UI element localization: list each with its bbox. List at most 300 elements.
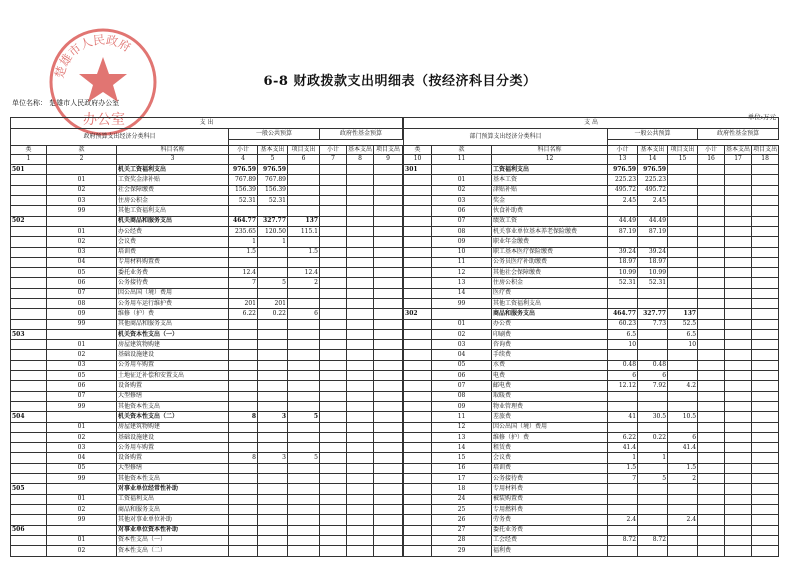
amount-cell [229, 535, 258, 545]
amount-cell [320, 381, 347, 391]
item-code: 26 [432, 515, 492, 525]
amount-cell [347, 412, 374, 422]
amount-cell [229, 206, 258, 216]
amount-cell: 52.31 [608, 278, 638, 288]
amount-cell [347, 237, 374, 247]
amount-cell [347, 391, 374, 401]
category-code [404, 401, 432, 411]
category-code [11, 206, 47, 216]
amount-cell [725, 535, 752, 545]
amount-cell [698, 474, 725, 484]
amount-cell: 115.1 [288, 226, 320, 236]
amount-cell [374, 474, 403, 484]
item-name: 津贴补贴 [492, 185, 608, 195]
amount-cell [698, 278, 725, 288]
amount-cell [288, 422, 320, 432]
amount-cell: 87.19 [638, 226, 668, 236]
category-code [404, 525, 432, 535]
amount-cell [374, 401, 403, 411]
category-code [404, 371, 432, 381]
amount-cell [347, 226, 374, 236]
amount-cell [608, 484, 638, 494]
col-header: 项目支出 [668, 146, 698, 155]
amount-cell: 5 [288, 453, 320, 463]
item-name: 土地征迁补偿和安置支出 [117, 371, 229, 381]
item-code: 02 [47, 237, 117, 247]
amount-cell [668, 175, 698, 185]
amount-cell [258, 288, 288, 298]
amount-cell [347, 288, 374, 298]
item-name: 商品和服务支出 [117, 504, 229, 514]
amount-cell [288, 381, 320, 391]
item-code: 99 [47, 319, 117, 329]
amount-cell [288, 401, 320, 411]
amount-cell: 976.59 [229, 165, 258, 175]
item-code: 08 [432, 226, 492, 236]
table-row [404, 463, 779, 473]
amount-cell [258, 247, 288, 257]
col-header: 项目支出 [753, 146, 778, 154]
amount-cell [347, 309, 374, 319]
category-code [404, 268, 432, 278]
amount-cell [698, 432, 725, 442]
amount-cell [347, 247, 374, 257]
amount-cell [258, 319, 288, 329]
item-name: 设备购置 [117, 381, 229, 391]
amount-cell: 156.39 [258, 185, 288, 195]
item-code: 29 [432, 546, 492, 557]
amount-cell [668, 299, 698, 309]
amount-cell [638, 525, 668, 535]
amount-cell [320, 453, 347, 463]
item-name: 奖金 [492, 196, 608, 206]
category-code [11, 268, 47, 278]
amount-cell [668, 257, 698, 267]
table-row [404, 494, 779, 504]
amount-cell [608, 237, 638, 247]
item-code: 02 [47, 432, 117, 442]
item-name: 资本性支出（二） [117, 546, 229, 557]
amount-cell [638, 494, 668, 504]
amount-cell [258, 340, 288, 350]
table-row [404, 453, 779, 463]
item-code: 03 [47, 196, 117, 206]
unit-name-label: 单位名称： 楚雄市人民政府办公室 [12, 99, 120, 107]
category-code [11, 350, 47, 360]
category-code [11, 309, 47, 319]
table-row [11, 237, 403, 247]
amount-cell [288, 175, 320, 185]
amount-cell: 6 [638, 371, 668, 381]
category-code [11, 247, 47, 257]
item-name: 伙食补助费 [492, 206, 608, 216]
amount-cell [288, 165, 320, 175]
amount-cell [258, 381, 288, 391]
amount-cell [374, 360, 403, 370]
amount-cell: 2.4 [668, 515, 698, 525]
left-expend-header: 支 出 [11, 118, 403, 129]
column-number: 6 [288, 154, 320, 164]
item-name: 大型修缮 [117, 391, 229, 401]
item-name: 会议费 [492, 453, 608, 463]
amount-cell [347, 299, 374, 309]
amount-cell [608, 350, 638, 360]
table-row [404, 329, 779, 339]
amount-cell [608, 299, 638, 309]
amount-cell [698, 196, 725, 206]
amount-cell [288, 257, 320, 267]
svg-text:楚雄市人民政府: 楚雄市人民政府 [52, 32, 134, 80]
category-code [404, 474, 432, 484]
amount-cell [752, 391, 779, 401]
amount-cell [752, 494, 779, 504]
item-code: 02 [47, 185, 117, 195]
amount-cell [320, 268, 347, 278]
item-code: 03 [432, 340, 492, 350]
table-row [11, 494, 403, 504]
col-header: 款 [47, 146, 117, 155]
amount-cell [229, 515, 258, 525]
col-header: 基本支出 [348, 146, 373, 154]
table-row [11, 299, 403, 309]
category-code: 505 [11, 484, 47, 494]
amount-cell [374, 237, 403, 247]
amount-cell [320, 463, 347, 473]
category-code: 502 [11, 216, 47, 226]
amount-cell: 1.5 [668, 463, 698, 473]
amount-cell [698, 535, 725, 545]
amount-cell [752, 453, 779, 463]
amount-cell [752, 504, 779, 514]
category-code [404, 422, 432, 432]
amount-cell [374, 165, 403, 175]
item-code: 24 [432, 494, 492, 504]
expenditure-tables [10, 117, 777, 557]
amount-cell: 225.23 [608, 175, 638, 185]
amount-cell: 7 [608, 474, 638, 484]
amount-cell [752, 422, 779, 432]
amount-cell [320, 216, 347, 226]
amount-cell: 8 [229, 453, 258, 463]
item-name: 培训费 [492, 463, 608, 473]
item-code: 99 [47, 401, 117, 411]
amount-cell [347, 453, 374, 463]
table-row [404, 247, 779, 257]
amount-cell [320, 484, 347, 494]
amount-cell [320, 319, 347, 329]
item-name: 租赁费 [492, 443, 608, 453]
amount-cell [229, 391, 258, 401]
item-code: 02 [47, 350, 117, 360]
amount-cell [288, 474, 320, 484]
amount-cell [374, 340, 403, 350]
amount-cell [288, 535, 320, 545]
amount-cell [347, 546, 374, 557]
category-code [11, 257, 47, 267]
amount-cell [374, 515, 403, 525]
table-row [404, 165, 779, 175]
amount-cell [698, 350, 725, 360]
item-name: 住房公积金 [117, 196, 229, 206]
table-row [404, 401, 779, 411]
amount-cell: 12.12 [608, 381, 638, 391]
table-row [11, 216, 403, 226]
table-row [404, 319, 779, 329]
table-row [404, 391, 779, 401]
amount-cell [725, 463, 752, 473]
amount-cell [288, 463, 320, 473]
amount-cell [374, 175, 403, 185]
amount-cell: 7.73 [638, 319, 668, 329]
amount-cell [347, 443, 374, 453]
amount-cell [258, 515, 288, 525]
amount-cell [638, 206, 668, 216]
amount-cell [347, 432, 374, 442]
item-code: 05 [47, 268, 117, 278]
category-code [11, 443, 47, 453]
table-row [404, 257, 779, 267]
category-code [404, 226, 432, 236]
table-row [11, 443, 403, 453]
item-name: 其他商品和服务支出 [117, 319, 229, 329]
amount-cell [725, 278, 752, 288]
column-number: 11 [432, 154, 492, 164]
item-name: 房屋建筑物购建 [117, 422, 229, 432]
amount-cell [288, 371, 320, 381]
amount-cell [698, 268, 725, 278]
amount-cell [320, 299, 347, 309]
table-row [11, 288, 403, 298]
amount-cell [725, 319, 752, 329]
item-code [47, 484, 117, 494]
table-row [404, 288, 779, 298]
item-code: 06 [47, 278, 117, 288]
amount-cell [725, 350, 752, 360]
table-row [404, 484, 779, 494]
item-code: 02 [432, 185, 492, 195]
item-code: 07 [47, 288, 117, 298]
amount-cell [374, 391, 403, 401]
amount-cell [752, 319, 779, 329]
amount-cell [752, 185, 779, 195]
amount-cell [347, 535, 374, 545]
amount-cell [320, 443, 347, 453]
category-code [404, 484, 432, 494]
item-code [47, 412, 117, 422]
item-name: 机关工资福利支出 [117, 165, 229, 175]
item-code: 28 [432, 535, 492, 545]
table-row [404, 309, 779, 319]
col-header: 小计 [229, 146, 258, 155]
amount-cell [725, 381, 752, 391]
table-row [11, 206, 403, 216]
amount-cell [347, 371, 374, 381]
amount-cell [258, 360, 288, 370]
amount-cell [725, 299, 752, 309]
amount-cell: 8 [229, 412, 258, 422]
item-code: 01 [47, 175, 117, 185]
table-row [11, 463, 403, 473]
item-name: 医疗费 [492, 288, 608, 298]
item-code: 07 [432, 216, 492, 226]
amount-cell [258, 443, 288, 453]
category-code: 302 [404, 309, 432, 319]
category-code [11, 546, 47, 557]
column-number: 18 [752, 154, 779, 164]
category-code [11, 463, 47, 473]
amount-cell: 6 [668, 432, 698, 442]
amount-cell [752, 443, 779, 453]
money-unit-label: 单位:万元 [747, 113, 776, 121]
table-row [404, 237, 779, 247]
item-code: 01 [432, 175, 492, 185]
amount-cell [725, 226, 752, 236]
amount-cell [347, 268, 374, 278]
amount-cell [698, 165, 725, 175]
amount-cell [320, 288, 347, 298]
amount-cell [347, 185, 374, 195]
amount-cell [347, 319, 374, 329]
item-code: 13 [432, 432, 492, 442]
amount-cell [229, 504, 258, 514]
table-row [404, 185, 779, 195]
item-name: 专用材料费 [492, 484, 608, 494]
amount-cell: 1 [229, 237, 258, 247]
amount-cell [288, 319, 320, 329]
col-header: 科目名称 [492, 146, 608, 155]
amount-cell: 6.5 [608, 329, 638, 339]
amount-cell: 2.45 [638, 196, 668, 206]
amount-cell: 976.59 [258, 165, 288, 175]
category-code [404, 288, 432, 298]
amount-cell: 41 [608, 412, 638, 422]
column-number: 12 [492, 154, 608, 164]
col-header: 科目名称 [117, 146, 229, 155]
table-row [11, 381, 403, 391]
item-name: 其他对事业单位补助 [117, 515, 229, 525]
amount-cell [698, 185, 725, 195]
column-number: 8 [347, 154, 374, 164]
item-name: 维修（护）费 [117, 309, 229, 319]
category-code: 301 [404, 165, 432, 175]
item-name: 办公经费 [117, 226, 229, 236]
table-row [11, 278, 403, 288]
amount-cell [320, 237, 347, 247]
table-row [11, 226, 403, 236]
category-code [404, 412, 432, 422]
item-name: 基础设施建设 [117, 432, 229, 442]
amount-cell: 41.4 [668, 443, 698, 453]
table-row [11, 453, 403, 463]
amount-cell: 6 [288, 309, 320, 319]
amount-cell [374, 350, 403, 360]
amount-cell [668, 360, 698, 370]
amount-cell [374, 463, 403, 473]
item-name: 基础设施建设 [117, 350, 229, 360]
amount-cell [347, 257, 374, 267]
amount-cell: 3 [258, 453, 288, 463]
amount-cell [229, 340, 258, 350]
category-code [404, 237, 432, 247]
amount-cell [752, 196, 779, 206]
item-code: 11 [432, 412, 492, 422]
item-name: 商品和服务支出 [492, 309, 608, 319]
amount-cell: 0.48 [608, 360, 638, 370]
col-header: 基本支出 [638, 146, 668, 155]
item-name: 邮电费 [492, 381, 608, 391]
category-code: 504 [11, 412, 47, 422]
item-code: 08 [47, 299, 117, 309]
amount-cell [698, 257, 725, 267]
category-code [404, 381, 432, 391]
amount-cell [229, 422, 258, 432]
amount-cell [258, 484, 288, 494]
amount-cell [752, 165, 779, 175]
amount-cell [698, 546, 725, 557]
amount-cell [698, 340, 725, 350]
amount-cell [320, 165, 347, 175]
amount-cell [258, 535, 288, 545]
table-row [11, 474, 403, 484]
amount-cell [698, 412, 725, 422]
item-name: 设备购置 [117, 453, 229, 463]
amount-cell: 495.72 [608, 185, 638, 195]
amount-cell [752, 546, 779, 557]
amount-cell: 976.59 [638, 165, 668, 175]
right-table [403, 117, 779, 557]
amount-cell: 2.45 [608, 196, 638, 206]
col-header: 类 [11, 146, 47, 155]
amount-cell [698, 288, 725, 298]
amount-cell: 201 [229, 299, 258, 309]
amount-cell [752, 309, 779, 319]
col-header: 类 [404, 146, 432, 155]
amount-cell [347, 515, 374, 525]
amount-cell [288, 185, 320, 195]
amount-cell [229, 350, 258, 360]
amount-cell [668, 288, 698, 298]
amount-cell [752, 381, 779, 391]
category-code [11, 175, 47, 185]
item-code: 04 [47, 257, 117, 267]
amount-cell [638, 299, 668, 309]
amount-cell [698, 443, 725, 453]
category-code [11, 237, 47, 247]
category-code [404, 360, 432, 370]
item-name: 对事业单位经常性补助 [117, 484, 229, 494]
amount-cell [668, 247, 698, 257]
category-code [404, 206, 432, 216]
amount-cell [698, 422, 725, 432]
amount-cell [725, 401, 752, 411]
amount-cell: 6 [608, 371, 638, 381]
amount-cell: 44.49 [638, 216, 668, 226]
category-code [404, 216, 432, 226]
amount-cell [638, 463, 668, 473]
amount-cell [752, 247, 779, 257]
amount-cell [725, 484, 752, 494]
amount-cell [374, 288, 403, 298]
amount-cell [320, 278, 347, 288]
amount-cell [374, 319, 403, 329]
amount-cell [698, 401, 725, 411]
amount-cell [752, 401, 779, 411]
amount-cell [320, 525, 347, 535]
amount-cell [638, 391, 668, 401]
item-code: 05 [47, 463, 117, 473]
amount-cell [668, 401, 698, 411]
amount-cell [320, 196, 347, 206]
